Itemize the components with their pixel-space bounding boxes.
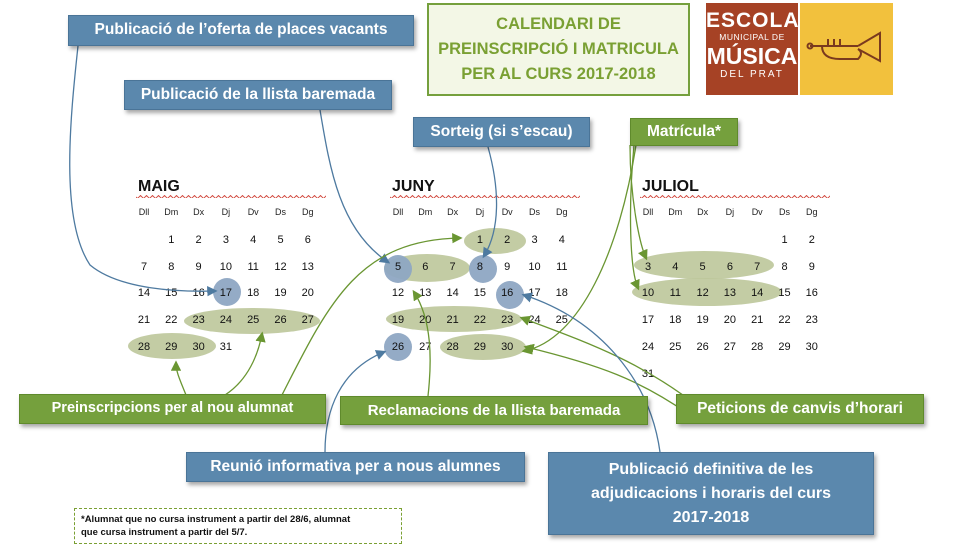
day-juny-28: 28 (446, 340, 459, 353)
weekday-header: Dm (668, 207, 683, 217)
arrow-reclamacions (414, 292, 430, 396)
day-maig-5: 5 (277, 234, 284, 246)
day-maig-21: 21 (137, 314, 151, 327)
day-maig-15: 15 (165, 287, 178, 300)
label-oferta-places: Publicació de l’oferta de places vacants (68, 15, 414, 46)
day-juny-8: 8 (476, 260, 483, 273)
weekday-header: Dj (475, 207, 485, 217)
day-maig-10: 10 (219, 260, 233, 273)
day-maig-18: 18 (247, 287, 260, 300)
day-maig-30: 30 (192, 340, 205, 353)
day-juny-12: 12 (391, 287, 405, 300)
day-juny-17: 17 (528, 287, 541, 300)
day-maig-25: 25 (247, 314, 260, 327)
day-maig-27: 27 (301, 314, 314, 327)
definitiva-line-3: 2017-2018 (672, 508, 750, 526)
weekday-header: Dj (221, 207, 231, 217)
day-juliol-19: 19 (696, 314, 709, 327)
footnote-line-2: que cursa instrument a partir del 5/7. (81, 527, 248, 538)
month-name-juny: JUNY (392, 178, 435, 195)
day-juliol-21: 21 (751, 314, 764, 327)
day-maig-29: 29 (165, 340, 178, 353)
day-juny-15: 15 (473, 287, 487, 300)
day-juliol-17: 17 (641, 314, 655, 327)
weekday-header: Dv (751, 207, 763, 217)
day-maig-14: 14 (137, 287, 151, 300)
day-juny-26: 26 (391, 340, 405, 353)
weekday-header: Dx (193, 207, 205, 217)
weekday-header: Dv (247, 207, 259, 217)
weekday-header: Dm (164, 207, 179, 217)
day-maig-7: 7 (140, 260, 148, 273)
day-juliol-20: 20 (723, 314, 737, 327)
day-juny-19: 19 (391, 314, 405, 327)
day-maig-23: 23 (192, 314, 205, 327)
day-juny-22: 22 (473, 314, 487, 327)
weekday-header: Dg (302, 207, 314, 217)
label-reunio-informativa: Reunió informativa per a nous alumnes (186, 452, 525, 482)
label-reclamacions: Reclamacions de la llista baremada (340, 396, 648, 425)
day-juliol-29: 29 (778, 340, 791, 353)
day-juliol-12: 12 (696, 287, 709, 300)
weekday-header: Dll (392, 207, 404, 217)
day-juliol-22: 22 (778, 314, 791, 327)
day-juliol-28: 28 (751, 340, 764, 353)
day-juliol-4: 4 (672, 260, 679, 273)
label-llista-baremada: Publicació de la llista baremada (124, 80, 392, 110)
day-juliol-16: 16 (805, 287, 818, 300)
day-juny-29: 29 (473, 340, 487, 353)
day-maig-12: 12 (274, 260, 287, 273)
weekday-header: Dm (418, 207, 433, 217)
day-maig-4: 4 (250, 234, 257, 246)
day-juliol-18: 18 (669, 314, 682, 327)
day-maig-31: 31 (219, 340, 233, 353)
month-name-juliol: JULIOL (642, 178, 699, 195)
day-juny-9: 9 (504, 260, 511, 273)
weekday-header: Ds (275, 207, 286, 217)
day-juliol-13: 13 (723, 287, 737, 300)
day-juliol-1: 1 (781, 234, 788, 246)
day-juny-14: 14 (446, 287, 459, 300)
title-line-2: PREINSCRIPCIÓ I MATRICULA (438, 40, 679, 58)
day-juny-16: 16 (501, 287, 514, 300)
label-peticions-horari: Peticions de canvis d’horari (676, 394, 924, 424)
day-maig-13: 13 (301, 260, 314, 273)
arrow-definitiva (524, 295, 660, 452)
weekday-header: Dll (642, 207, 654, 217)
title-line-3: PER AL CURS 2017-2018 (461, 65, 656, 83)
day-maig-22: 22 (165, 314, 178, 327)
day-juliol-30: 30 (805, 340, 818, 353)
day-juny-3: 3 (531, 234, 538, 246)
definitiva-line-1: Publicació definitiva de les (608, 460, 814, 478)
day-juliol-23: 23 (805, 314, 818, 327)
weekday-header: Dj (725, 207, 735, 217)
title-line-1: CALENDARI DE (496, 15, 621, 33)
day-juliol-25: 25 (669, 340, 682, 353)
day-juliol-27: 27 (723, 340, 737, 353)
arrow-matricula-3 (524, 145, 636, 351)
day-juny-23: 23 (501, 314, 514, 327)
day-maig-28: 28 (137, 340, 151, 353)
footnote (74, 508, 402, 544)
day-maig-1: 1 (168, 234, 175, 246)
day-juliol-31: 31 (641, 367, 655, 380)
month-name-maig: MAIG (138, 178, 180, 195)
day-juny-27: 27 (419, 340, 432, 353)
day-maig-16: 16 (192, 287, 205, 300)
arrow-peticions-1 (522, 318, 700, 408)
day-juny-4: 4 (558, 234, 565, 246)
day-juny-10: 10 (528, 260, 541, 273)
weekday-header: Dv (501, 207, 513, 217)
weekday-header: Dll (138, 207, 150, 217)
day-juliol-8: 8 (781, 260, 788, 273)
weekday-header: Ds (779, 207, 790, 217)
day-juny-21: 21 (446, 314, 459, 327)
day-juliol-14: 14 (751, 287, 764, 300)
day-juliol-9: 9 (808, 260, 815, 273)
day-juny-30: 30 (501, 340, 514, 353)
day-maig-24: 24 (219, 314, 233, 327)
label-publicacio-definitiva (548, 452, 874, 535)
label-matricula: Matrícula* (630, 118, 738, 146)
logo-musica: MÚSICA (706, 43, 798, 69)
logo-escola: ESCOLA (706, 9, 800, 32)
day-juny-13: 13 (419, 287, 432, 300)
day-maig-9: 9 (195, 260, 202, 273)
label-sorteig: Sorteig (si s’escau) (413, 117, 590, 147)
day-juliol-15: 15 (778, 287, 791, 300)
day-maig-11: 11 (247, 260, 259, 273)
arrow-llista (320, 110, 388, 262)
weekday-header: Dx (447, 207, 459, 217)
day-juny-18: 18 (555, 287, 568, 300)
day-maig-6: 6 (304, 234, 311, 246)
arrow-sorteig (484, 147, 497, 256)
weekday-header: Ds (529, 207, 540, 217)
day-juliol-6: 6 (726, 260, 733, 273)
label-preinscripcions: Preinscripcions per al nou alumnat (19, 394, 326, 424)
day-juliol-5: 5 (699, 260, 706, 273)
day-juliol-7: 7 (754, 260, 761, 273)
day-juny-11: 11 (556, 260, 568, 273)
day-maig-19: 19 (274, 287, 287, 300)
day-juliol-10: 10 (641, 287, 655, 300)
day-juny-20: 20 (419, 314, 432, 327)
day-juliol-24: 24 (641, 340, 655, 353)
day-maig-3: 3 (222, 234, 229, 246)
day-juliol-3: 3 (644, 260, 652, 273)
day-maig-17: 17 (219, 287, 233, 300)
day-juny-6: 6 (422, 260, 429, 273)
logo-del-prat: DEL PRAT (720, 69, 784, 80)
day-maig-8: 8 (168, 260, 175, 273)
footnote-line-1: *Alumnat que no cursa instrument a partir del 28/6, alumnat (81, 514, 351, 525)
day-juny-25: 25 (555, 314, 568, 327)
day-juliol-2: 2 (808, 234, 815, 246)
day-maig-26: 26 (274, 314, 287, 327)
day-maig-20: 20 (301, 287, 314, 300)
arrow-matricula-2 (631, 145, 638, 288)
day-juny-24: 24 (528, 314, 541, 327)
day-maig-2: 2 (195, 234, 202, 246)
day-juny-2: 2 (504, 234, 511, 246)
logo-municipal: MUNICIPAL DE (719, 32, 785, 42)
arrow-preinscripcions-2 (225, 334, 262, 395)
weekday-header: Dg (556, 207, 568, 217)
day-juny-5: 5 (394, 260, 402, 273)
definitiva-line-2: adjudicacions i horaris del curs (590, 484, 832, 502)
day-juliol-11: 11 (669, 287, 681, 300)
arrow-preinscripcions-1 (176, 363, 186, 395)
day-juny-7: 7 (449, 260, 456, 273)
weekday-header: Dg (806, 207, 818, 217)
weekday-header: Dx (697, 207, 709, 217)
day-juliol-26: 26 (696, 340, 709, 353)
day-juny-1: 1 (476, 234, 483, 246)
arrow-nou-alumnat (282, 238, 460, 395)
